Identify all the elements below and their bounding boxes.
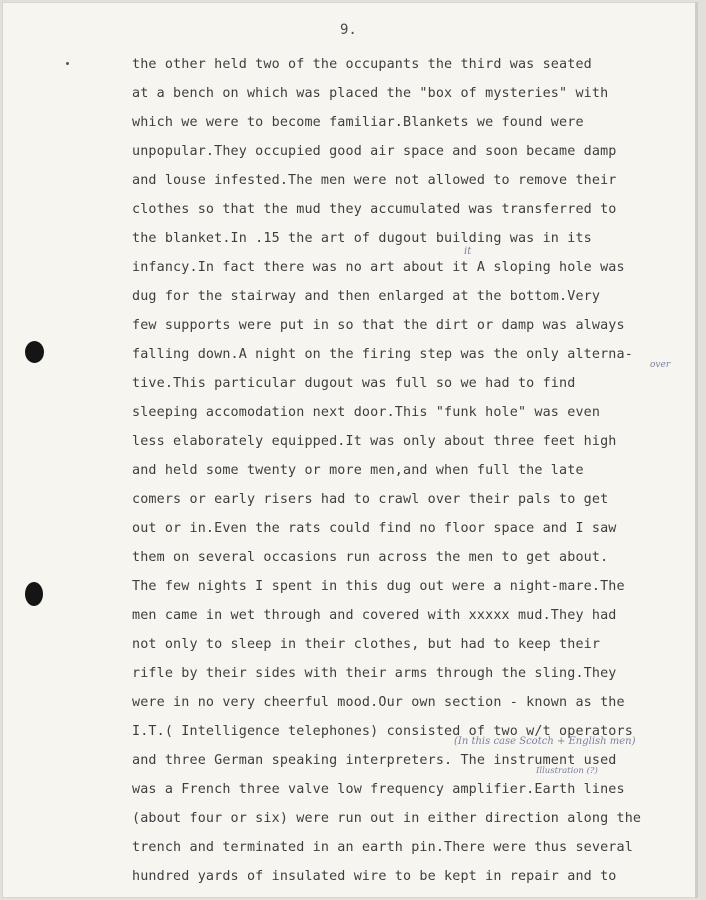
punch-hole-top bbox=[25, 341, 44, 363]
text-line: was a French three valve low frequency amplifier.Earth lines bbox=[132, 782, 625, 797]
handwritten-note-case: (In this case Scotch + English men) bbox=[454, 736, 636, 747]
handwritten-insert-it: it bbox=[464, 246, 472, 257]
text-line: unpopular.They occupied good air space and soon became damp bbox=[132, 144, 617, 159]
text-line: at a bench on which was placed the "box of mysteries" with bbox=[132, 86, 609, 101]
text-line: out or in.Even the rats could find no floor space and I saw bbox=[132, 521, 617, 536]
text-line: tive.This particular dugout was full so we had to find bbox=[132, 376, 576, 391]
text-line: and three German speaking interpreters. The instrument used bbox=[132, 753, 617, 768]
text-line: were in no very cheerful mood.Our own section - known as the bbox=[132, 695, 625, 710]
margin-mark bbox=[66, 62, 69, 65]
text-line: few supports were put in so that the dirt or damp was always bbox=[132, 318, 625, 333]
document-page bbox=[2, 2, 698, 898]
text-line: rifle by their sides with their arms through the sling.They bbox=[132, 666, 617, 681]
punch-hole-bottom bbox=[25, 582, 43, 606]
text-line: them on several occasions run across the men to get about. bbox=[132, 550, 609, 565]
text-line: trench and terminated in an earth pin.There were thus several bbox=[132, 840, 633, 855]
text-line: infancy.In fact there was no art about it A sloping hole was bbox=[132, 260, 625, 275]
text-line: and held some twenty or more men,and when full the late bbox=[132, 463, 584, 478]
text-line: falling down.A night on the firing step was the only alterna- bbox=[132, 347, 633, 362]
text-line: the other held two of the occupants the third was seated bbox=[132, 57, 592, 72]
typed-text-body bbox=[132, 50, 692, 891]
text-line: clothes so that the mud they accumulated was transferred to bbox=[132, 202, 617, 217]
text-line: and louse infested.The men were not allowed to remove their bbox=[132, 173, 617, 188]
text-line: (about four or six) were run out in either direction along the bbox=[132, 811, 642, 826]
text-line: men came in wet through and covered with xxxxx mud.They had bbox=[132, 608, 617, 623]
text-line: hundred yards of insulated wire to be kept in repair and to bbox=[132, 869, 617, 884]
text-line: not only to sleep in their clothes, but had to keep their bbox=[132, 637, 601, 652]
text-line: comers or early risers had to crawl over their pals to get bbox=[132, 492, 609, 507]
text-line: dug for the stairway and then enlarged at the bottom.Very bbox=[132, 289, 601, 304]
text-line: I.T.( Intelligence telephones) consisted of two w/t operators bbox=[132, 724, 633, 739]
text-line: sleeping accomodation next door.This "funk hole" was even bbox=[132, 405, 601, 420]
text-line: less elaborately equipped.It was only about three feet high bbox=[132, 434, 617, 449]
page-number: 9. bbox=[340, 22, 357, 38]
text-line: the blanket.In .15 the art of dugout building was in its bbox=[132, 231, 592, 246]
page-edge bbox=[695, 2, 698, 898]
text-line: The few nights I spent in this dug out were a night-mare.The bbox=[132, 579, 625, 594]
handwritten-note-over: over bbox=[650, 360, 671, 370]
text-line: which we were to become familiar.Blankets we found were bbox=[132, 115, 584, 130]
handwritten-note-illustration: Illustration (?) bbox=[536, 766, 598, 776]
